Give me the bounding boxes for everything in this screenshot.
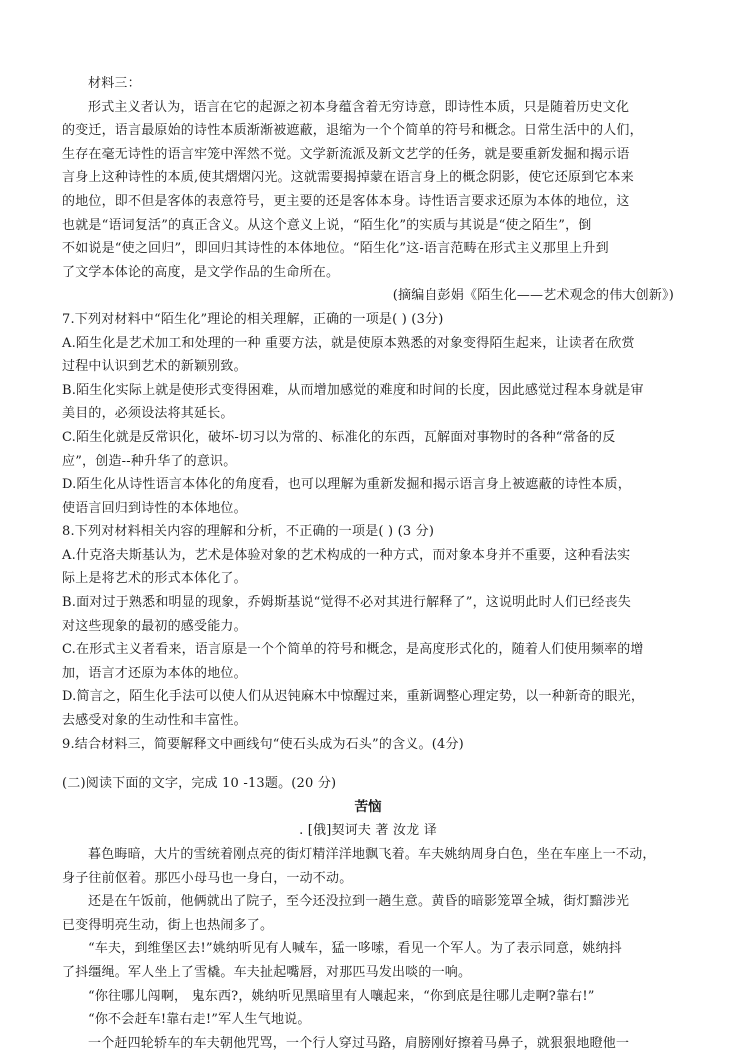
- question-7-option-d: 使语言回归到诗性的本体地位。: [62, 500, 247, 516]
- section-gap: [62, 756, 674, 772]
- question-7-option-d: D.陌生化从诗性语言本体化的角度看，也可以理解为重新发掘和揭示语言身上被遮蔽的诗性本质，: [62, 477, 631, 493]
- material3-line: 的变迁，语言最原始的诗性本质渐渐被遮蔽，退缩为一个个简单的符号和概念。日常生活中的人们，: [62, 123, 643, 139]
- question-8-option-c: 加，语言才还原为本体的地位。: [62, 665, 247, 681]
- story-line: “你往哪儿闯啊， 鬼东西?，姚纳听见黑暗里有人嚷起来，“你到底是往哪儿走啊?靠右!”: [88, 988, 595, 1004]
- material3-line: 的地位，即不但是客体的表意符号，更主要的还是客体本身。诗性语言要求还原为本体的地位，这: [62, 193, 630, 209]
- question-7-option-b: 美目的，必须设法将其延长。: [62, 406, 234, 422]
- material3-line: 生存在毫无诗性的语言牢笼中浑然不觉。文学新流派及新文艺学的任务，就是要重新发掘和揭示语: [62, 146, 630, 162]
- material3-line: 了文学本体论的高度，是文学作品的生命所在。: [62, 264, 340, 280]
- question-7-stem: 7.下列对材料中“陌生化”理论的相关理解，正确的一项是( ) (3分): [62, 311, 444, 327]
- question-8-option-d: D.简言之，陌生化手法可以使人们从迟钝麻木中惊醒过来，重新调整心理定势，以一种新奇的眼光，: [62, 689, 645, 705]
- story-line: 身子往前伛着。那匹小母马也一身白，一动不动。: [62, 870, 353, 886]
- question-7-option-a: 过程中认识到艺术的新颖别致。: [62, 359, 247, 375]
- material3-source: (摘编自彭娟《陌生化——艺术观念的伟大创新》): [392, 288, 674, 304]
- question-8-option-a: 际上是将艺术的形式本体化了。: [62, 571, 247, 587]
- question-9-stem: 9.结合材料三，简要解释文中画线句“使石头成为石头”的含义。(4分): [62, 736, 464, 752]
- question-8-option-d: 去感受对象的生动性和丰富性。: [62, 713, 247, 729]
- material3-line: 也就是“语词复活”的真正含义。从这个意义上说，“陌生化”的实质与其说是“使之陌生”，倒: [62, 217, 592, 233]
- story-line: 暮色晦暗，大片的雪统着刚点亮的街灯精洋洋地飘飞着。车夫姚纳周身白色，坐在车座上一不动，: [88, 847, 656, 862]
- material3-line: 形式主义者认为，语言在它的起源之初本身蕴含着无穷诗意，即诗性本质，只是随着历史文化: [88, 99, 630, 115]
- story-line: “你不会赶车!靠右走!”军人生气地说。: [88, 1012, 311, 1028]
- story-byline: . [俄]契诃夫 著 汝龙 译: [299, 823, 437, 839]
- story-line: 了抖缰绳。军人坐上了雪橇。车夫扯起嘴唇，对那匹马发出啖的一响。: [62, 964, 472, 980]
- question-7-option-c: C.陌生化就是反常识化，破坏-切习以为常的、标准化的东西，瓦解面对事物时的各种“常备的反: [62, 429, 616, 445]
- story-line: “车夫，到维堡区去!”姚纳听见有人喊车，猛一哆嗦，看见一个军人。为了表示同意，姚纳抖: [88, 941, 622, 957]
- section2-intro: (二)阅读下面的文字，完成 10 -13题。(20 分): [62, 776, 337, 792]
- question-7-option-c: 应”，创造--种升华了的意识。: [62, 453, 237, 469]
- story-title: 苦恼: [354, 798, 382, 815]
- question-8-option-b: B.面对过于熟悉和明显的现象，乔姆斯基说“觉得不必对其进行解释了”，这说明此时人们已经丧失: [62, 595, 631, 611]
- story-line: 已变得明亮生动，街上也热闹多了。: [62, 917, 274, 933]
- question-8-stem: 8.下列对材料相关内容的理解和分析，不正确的一项是( ) (3 分): [62, 524, 435, 540]
- material3-heading: 材料三：: [88, 76, 141, 91]
- question-8-option-b: 对这些现象的最初的感受能力。: [62, 618, 247, 634]
- story-line: 还是在午饭前，他俩就出了院子，至今还没拉到一趟生意。黄昏的暗影笼罩全城，街灯黯涉光: [88, 894, 630, 910]
- question-8-option-c: C.在形式主义者看来，语言原是一个个简单的符号和概念，是高度形式化的，随着人们使用频率的增: [62, 642, 644, 658]
- material3-line: 言身上这种诗性的本质,使其熠熠闪光。这就需要揭掉蒙在语言身上的概念阴影，使它还原到它本来: [62, 170, 634, 186]
- document-page: [62, 72, 674, 1055]
- question-7-option-a: A.陌生化是艺术加工和处理的一种 重要方法，就是使原本熟悉的对象变得陌生起来，让读者在欣赏: [62, 335, 635, 351]
- story-line: 一个赶四轮轿车的车夫朝他咒骂，一个行人穿过马路，肩膀刚好擦着马鼻子，就狠狠地瞪他一: [88, 1035, 630, 1051]
- material3-line: 不如说是“使之回归”，即回归其诗性的本体地位。“陌生化”这-语言范畴在形式主义那里上升到: [62, 241, 609, 257]
- question-8-option-a: A.什克洛夫斯基认为，艺术是体验对象的艺术构成的一种方式，而对象本身并不重要，这种看法实: [62, 547, 631, 563]
- question-7-option-b: B.陌生化实际上就是使形式变得困难，从而增加感觉的难度和时间的长度，因此感觉过程本身就是审: [62, 382, 644, 398]
